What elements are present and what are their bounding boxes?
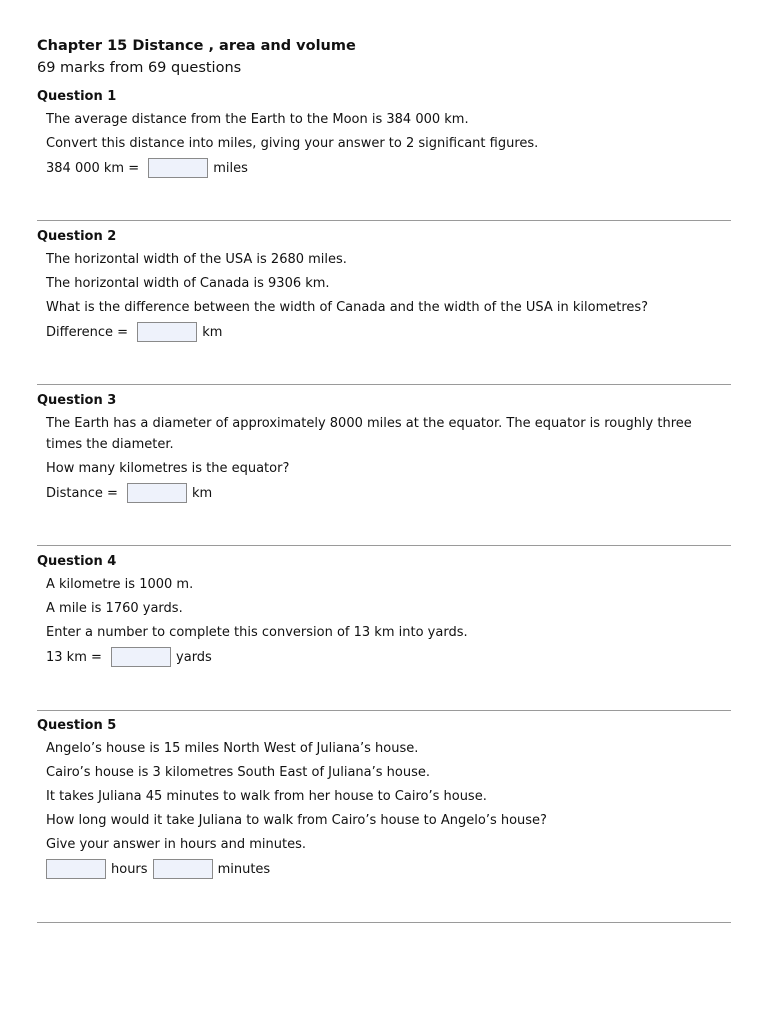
question-text: Give your answer in hours and minutes. bbox=[46, 837, 306, 852]
question-4-wrapper bbox=[37, 553, 731, 668]
answer-row bbox=[46, 321, 731, 343]
answer-input-difference[interactable] bbox=[137, 322, 197, 342]
question-text: How many kilometres is the equator? bbox=[46, 461, 290, 476]
question-body bbox=[37, 738, 731, 880]
marks-summary: 69 marks from 69 questions bbox=[37, 60, 242, 76]
question-3-wrapper bbox=[37, 392, 731, 504]
question-heading: Question 3 bbox=[37, 393, 117, 408]
question-text: Convert this distance into miles, giving your answer to 2 significant figures. bbox=[46, 136, 539, 151]
question-body bbox=[37, 574, 731, 668]
question-divider bbox=[37, 384, 731, 385]
question-text: Enter a number to complete this conversion of 13 km into yards. bbox=[46, 625, 468, 640]
question-text: The horizontal width of the USA is 2680 miles. bbox=[46, 252, 347, 267]
question-divider bbox=[37, 545, 731, 546]
answer-input-yards[interactable] bbox=[111, 647, 171, 667]
question-heading: Question 1 bbox=[37, 89, 117, 104]
question-text: The Earth has a diameter of approximately 8000 miles at the equator. The equator is roughly three times the diameter. bbox=[46, 416, 692, 452]
answer-prefix: Difference = bbox=[46, 324, 133, 340]
question-text: It takes Juliana 45 minutes to walk from her house to Cairo’s house. bbox=[46, 789, 487, 804]
answer-prefix: Distance = bbox=[46, 485, 123, 501]
answer-unit: yards bbox=[176, 649, 212, 665]
question-divider bbox=[37, 922, 731, 923]
question-text: A mile is 1760 yards. bbox=[46, 601, 183, 616]
answer-row bbox=[46, 482, 731, 504]
worksheet-page bbox=[37, 36, 731, 179]
answer-row bbox=[46, 858, 731, 880]
answer-unit-minutes: minutes bbox=[217, 861, 271, 877]
answer-row bbox=[46, 646, 731, 668]
answer-input-distance[interactable] bbox=[127, 483, 187, 503]
question-body bbox=[37, 249, 731, 343]
question-4 bbox=[37, 553, 731, 668]
question-2-wrapper bbox=[37, 228, 731, 343]
answer-prefix: 384 000 km = bbox=[46, 160, 144, 176]
question-heading: Question 2 bbox=[37, 229, 117, 244]
question-5-wrapper bbox=[37, 717, 731, 880]
answer-input-hours[interactable] bbox=[46, 859, 106, 879]
question-text: What is the difference between the width of Canada and the width of the USA in kilometres? bbox=[46, 300, 649, 315]
question-5 bbox=[37, 717, 731, 880]
question-2 bbox=[37, 228, 731, 343]
question-text: How long would it take Juliana to walk from Cairo’s house to Angelo’s house? bbox=[46, 813, 547, 828]
question-body bbox=[37, 413, 731, 504]
answer-input-minutes[interactable] bbox=[153, 859, 213, 879]
question-text: The horizontal width of Canada is 9306 km. bbox=[46, 276, 330, 291]
answer-unit: miles bbox=[213, 160, 248, 176]
chapter-title: Chapter 15 Distance , area and volume bbox=[37, 38, 356, 54]
answer-unit: km bbox=[192, 485, 213, 501]
question-heading: Question 5 bbox=[37, 718, 117, 733]
question-divider bbox=[37, 710, 731, 711]
question-divider bbox=[37, 220, 731, 221]
answer-input-miles[interactable] bbox=[148, 158, 208, 178]
answer-unit: km bbox=[202, 324, 223, 340]
question-body bbox=[37, 109, 731, 179]
question-text: The average distance from the Earth to the Moon is 384 000 km. bbox=[46, 112, 469, 127]
question-text: Angelo’s house is 15 miles North West of Juliana’s house. bbox=[46, 741, 419, 756]
answer-row bbox=[46, 157, 731, 179]
answer-prefix: 13 km = bbox=[46, 649, 107, 665]
question-1 bbox=[37, 88, 731, 179]
answer-unit-hours: hours bbox=[111, 861, 148, 877]
question-text: A kilometre is 1000 m. bbox=[46, 577, 194, 592]
question-heading: Question 4 bbox=[37, 554, 117, 569]
question-text: Cairo’s house is 3 kilometres South East of Juliana’s house. bbox=[46, 765, 430, 780]
question-3 bbox=[37, 392, 731, 504]
